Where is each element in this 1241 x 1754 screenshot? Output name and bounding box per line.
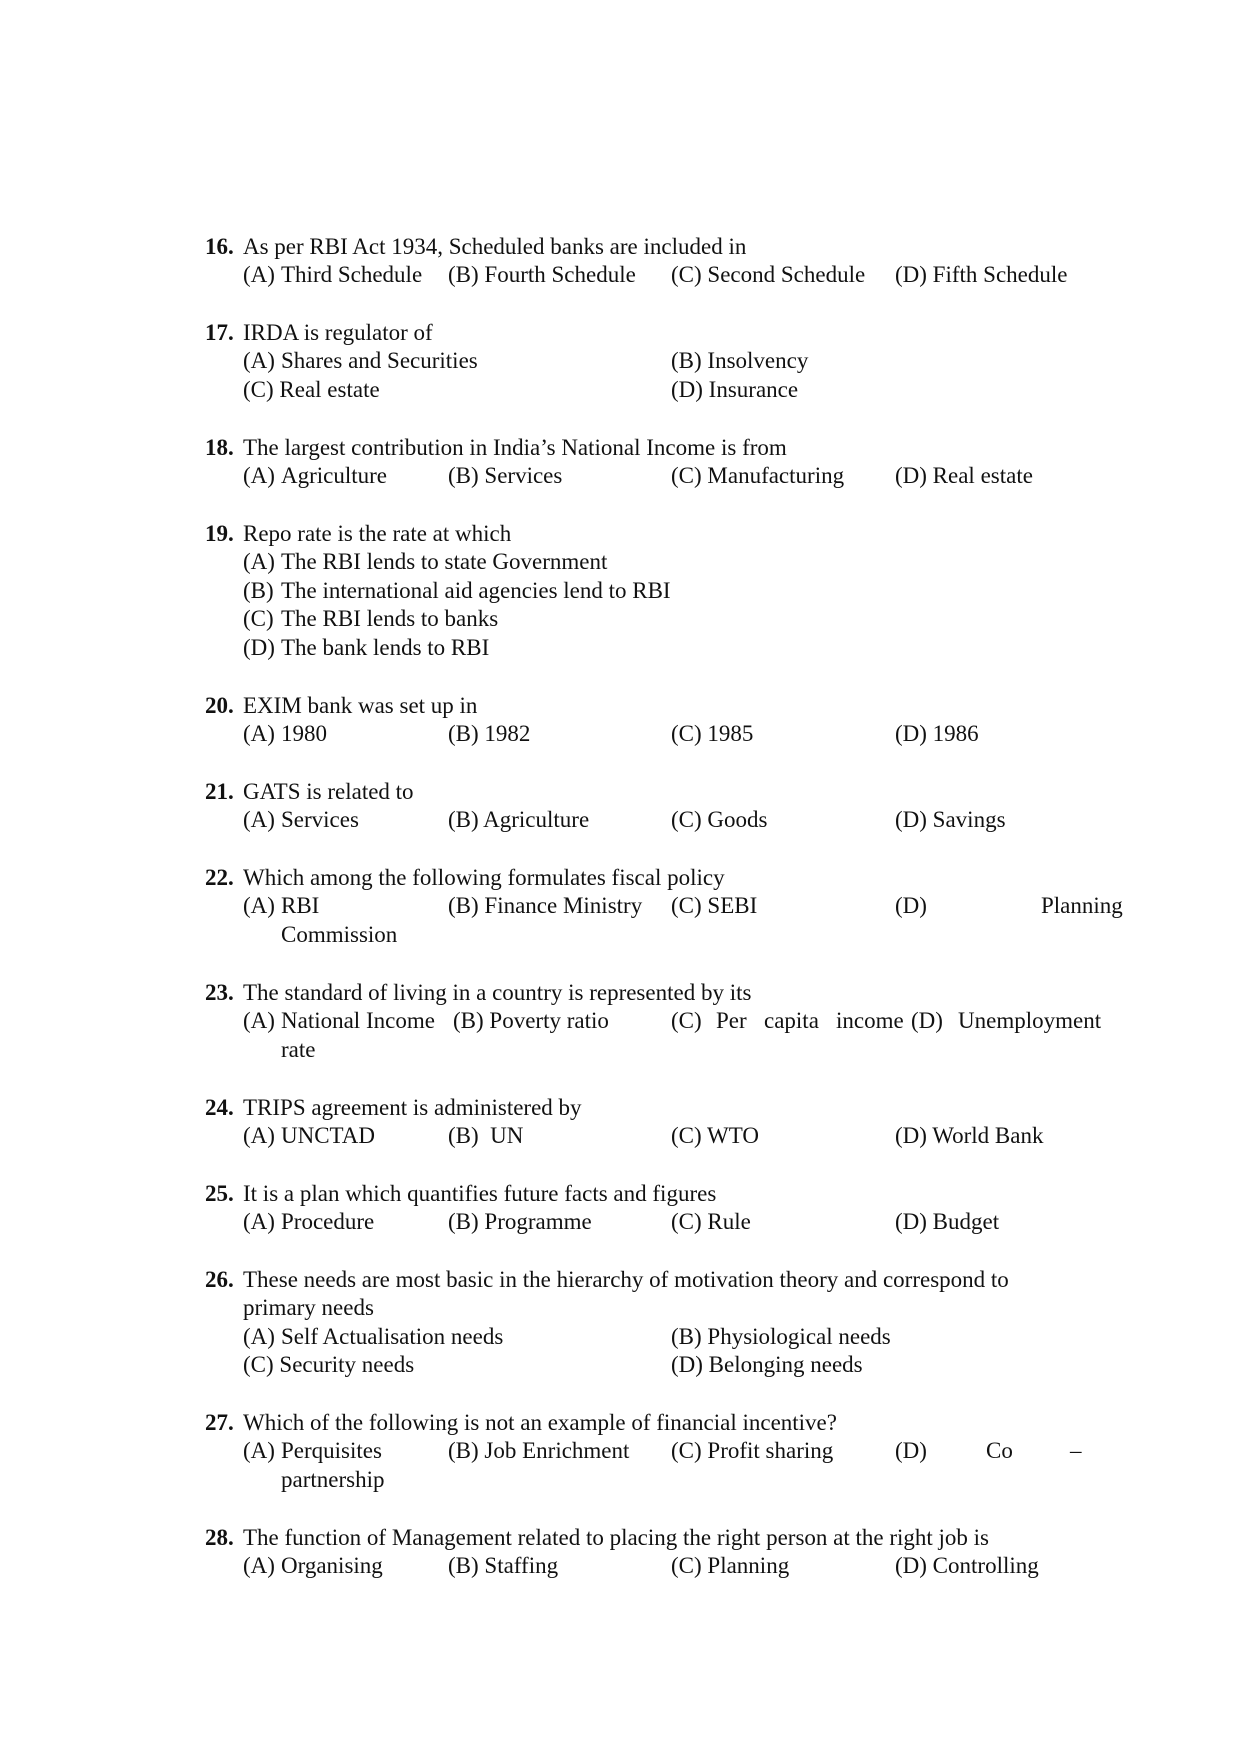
option-b-label: (B) [243,578,274,603]
question-number: 23. [205,980,234,1005]
option-a-text: UNCTAD [281,1123,375,1148]
question-number: 17. [205,320,234,345]
option-d-text: Planning [1041,893,1123,918]
option-a-label: (A) [243,807,275,832]
option-b: (B) Physiological needs [671,1324,891,1349]
option-c: (C) Real estate [243,377,380,402]
option-a-text: Self Actualisation needs [281,1324,504,1349]
option-a-label: (A) [243,463,275,488]
option-b: (B) Insolvency [671,348,809,373]
question-text: IRDA is regulator of [243,320,433,345]
option-b: (B) Programme [448,1209,592,1234]
option-c: (C) Manufacturing [671,463,845,488]
option-d: (D) Controlling [895,1553,1039,1578]
option-d-text: The bank lends to RBI [281,635,490,660]
option-d-text-continued: rate [281,1037,316,1062]
option-b: (B) 1982 [448,721,531,746]
option-d-label: (D) [895,893,927,918]
question-text: Which among the following formulates fiscal policy [243,865,725,890]
option-c: (C) 1985 [671,721,754,746]
question-text: EXIM bank was set up in [243,693,478,718]
question-number: 18. [205,435,234,460]
option-a-text: RBI [281,893,320,918]
question-number: 24. [205,1095,234,1120]
option-a-label: (A) [243,1324,275,1349]
option-a-label: (A) [243,549,275,574]
option-d: (D) 1986 [895,721,979,746]
option-a-text: The RBI lends to state Government [281,549,608,574]
question-text: Which of the following is not an example of financial incentive? [243,1410,837,1435]
option-d-dash: – [1070,1438,1082,1463]
option-c: (C) SEBI [671,893,758,918]
option-a-label: (A) [243,1553,275,1578]
option-a-text: Agriculture [281,463,388,488]
option-d: (D) Fifth Schedule [895,262,1068,287]
option-d-label: (D) [895,1438,927,1463]
option-b: (B) Job Enrichment [448,1438,630,1463]
question-text: Repo rate is the rate at which [243,521,512,546]
option-a-text: 1980 [281,721,327,746]
option-c-word-3: income [836,1008,904,1033]
option-b: (B) Fourth Schedule [448,262,636,287]
option-c: (C) Security needs [243,1352,415,1377]
option-b: (B) Finance Ministry [448,893,643,918]
question-number: 26. [205,1267,234,1292]
option-b-text: The international aid agencies lend to RBI [281,578,671,603]
option-a-text: Services [281,807,359,832]
option-a-label: (A) [243,348,275,373]
question-number: 20. [205,693,234,718]
question-number: 27. [205,1410,234,1435]
question-text: It is a plan which quantifies future facts and figures [243,1181,717,1206]
option-c: (C) Second Schedule [671,262,866,287]
option-d-text-continued: partnership [281,1467,385,1492]
option-c: (C) Goods [671,807,768,832]
option-c-label: (C) [671,1008,702,1033]
question-text: GATS is related to [243,779,414,804]
option-a-label: (A) [243,1123,275,1148]
option-b: (B) UN [448,1123,524,1148]
question-number: 16. [205,234,234,259]
option-a-text: National Income [281,1008,435,1033]
option-a-label: (A) [243,721,275,746]
option-d: (D) Real estate [895,463,1033,488]
question-text: As per RBI Act 1934, Scheduled banks are included in [243,234,747,259]
question-number: 25. [205,1181,234,1206]
option-a-text: Perquisites [281,1438,382,1463]
option-d: (D) Budget [895,1209,1000,1234]
option-c-label: (C) [243,606,274,631]
option-a-label: (A) [243,262,275,287]
question-number: 19. [205,521,234,546]
option-a-text: Third Schedule [281,262,423,287]
option-a-label: (A) [243,893,275,918]
question-text: TRIPS agreement is administered by [243,1095,582,1120]
option-c: (C) Planning [671,1553,790,1578]
option-d-word-1: Co [986,1438,1013,1463]
option-d-text: Unemployment [958,1008,1102,1033]
question-text: The largest contribution in India’s National Income is from [243,435,787,460]
option-d-text-continued: Commission [281,922,398,947]
question-number: 22. [205,865,234,890]
option-a-text: Procedure [281,1209,375,1234]
option-d-label: (D) [911,1008,943,1033]
option-a-label: (A) [243,1438,275,1463]
question-number: 28. [205,1525,234,1550]
option-b: (B) Agriculture [448,807,590,832]
question-text: The standard of living in a country is represented by its [243,980,752,1005]
option-c-text: The RBI lends to banks [281,606,499,631]
question-text: The function of Management related to placing the right person at the right job is [243,1525,990,1550]
question-text-continued: primary needs [243,1295,374,1320]
option-d: (D) Belonging needs [671,1352,863,1377]
option-b: (B) Services [448,463,563,488]
option-d: (D) Savings [895,807,1006,832]
question-number: 21. [205,779,234,804]
option-a-text: Shares and Securities [281,348,478,373]
option-a-label: (A) [243,1209,275,1234]
option-c-word-2: capita [764,1008,819,1033]
option-c: (C) Rule [671,1209,751,1234]
option-b: (B) Staffing [448,1553,559,1578]
option-d: (D) World Bank [895,1123,1044,1148]
option-c: (C) WTO [671,1123,759,1148]
option-c-word-1: Per [716,1008,747,1033]
option-c: (C) Profit sharing [671,1438,834,1463]
option-d-label: (D) [243,635,275,660]
option-a-text: Organising [281,1553,383,1578]
option-d: (D) Insurance [671,377,799,402]
option-b: (B) Poverty ratio [453,1008,609,1033]
option-a-label: (A) [243,1008,275,1033]
question-text: These needs are most basic in the hierarchy of motivation theory and correspond to [243,1267,1009,1292]
